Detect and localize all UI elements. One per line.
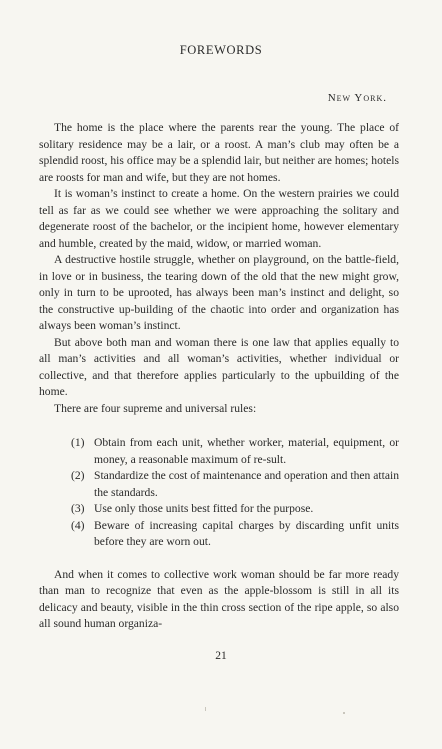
rule-number: (2) [71,469,85,482]
closing-paragraph: And when it comes to collective work woman should be far more ready than man to recognize that even as the apple-blossom is still in all its delicacy and beauty, visible in the thin cross section of the ripe apple, so also all sound human organiza- [39,567,399,630]
page-body [39,120,399,633]
paragraph: A destructive hostile struggle, whether on playground, on the battle-field, in love or in business, the tearing down of the old that the new might grow, only in turn to be uprooted, has always been man’s instinct and delight, so the constructive up-building of the chaotic into order and organization has always been woman’s instinct. [39,253,399,332]
rule-text: Obtain from each unit, whether worker, material, equipment, or money, a reasonable maximum of re-sult. [94,436,399,466]
paragraph: But above both man and woman there is one law that applies equally to all man’s activities and all woman’s activities, whether individual or collective, and that therefore applies particularly to the upbuilding of the home. [39,335,399,398]
rules-list [39,435,399,551]
rule-number: (4) [71,518,85,532]
rule-number: (1) [71,436,85,449]
rule-text: Beware of increasing capital charges by discarding unfit units before they are worn out. [94,518,399,548]
dateline-place: New York. [327,92,387,104]
rule-text: Use only those units best fitted for the purpose. [94,502,314,515]
paragraph: It is woman’s instinct to create a home. On the western prairies we could tell as far as we could see whether we were approaching the solitary and degenerate roost of the bachelor, or the incipient home, however elementary and humble, created by the maid, widow, or married woman. [39,187,399,250]
rule-item [39,518,399,551]
rule-text: Standardize the cost of maintenance and operation and then attain the standards. [94,469,399,499]
paper-speck [343,712,345,714]
rule-item [39,468,399,501]
paragraph: The home is the place where the parents rear the young. The place of solitary residence may be a lair, or a roost. A man’s club may often be a splendid roost, his office may be a splendid lair, but neither are homes; hotels are roosts for man and wife, but they are not homes. [39,121,399,184]
rule-number: (3) [71,502,85,515]
page-number: 21 [215,650,227,662]
running-header: FOREWORDS [179,43,263,57]
paragraph: There are four supreme and universal rules: [54,401,257,415]
rule-item [39,435,399,468]
rule-item [39,501,399,518]
paper-speck [205,707,206,711]
